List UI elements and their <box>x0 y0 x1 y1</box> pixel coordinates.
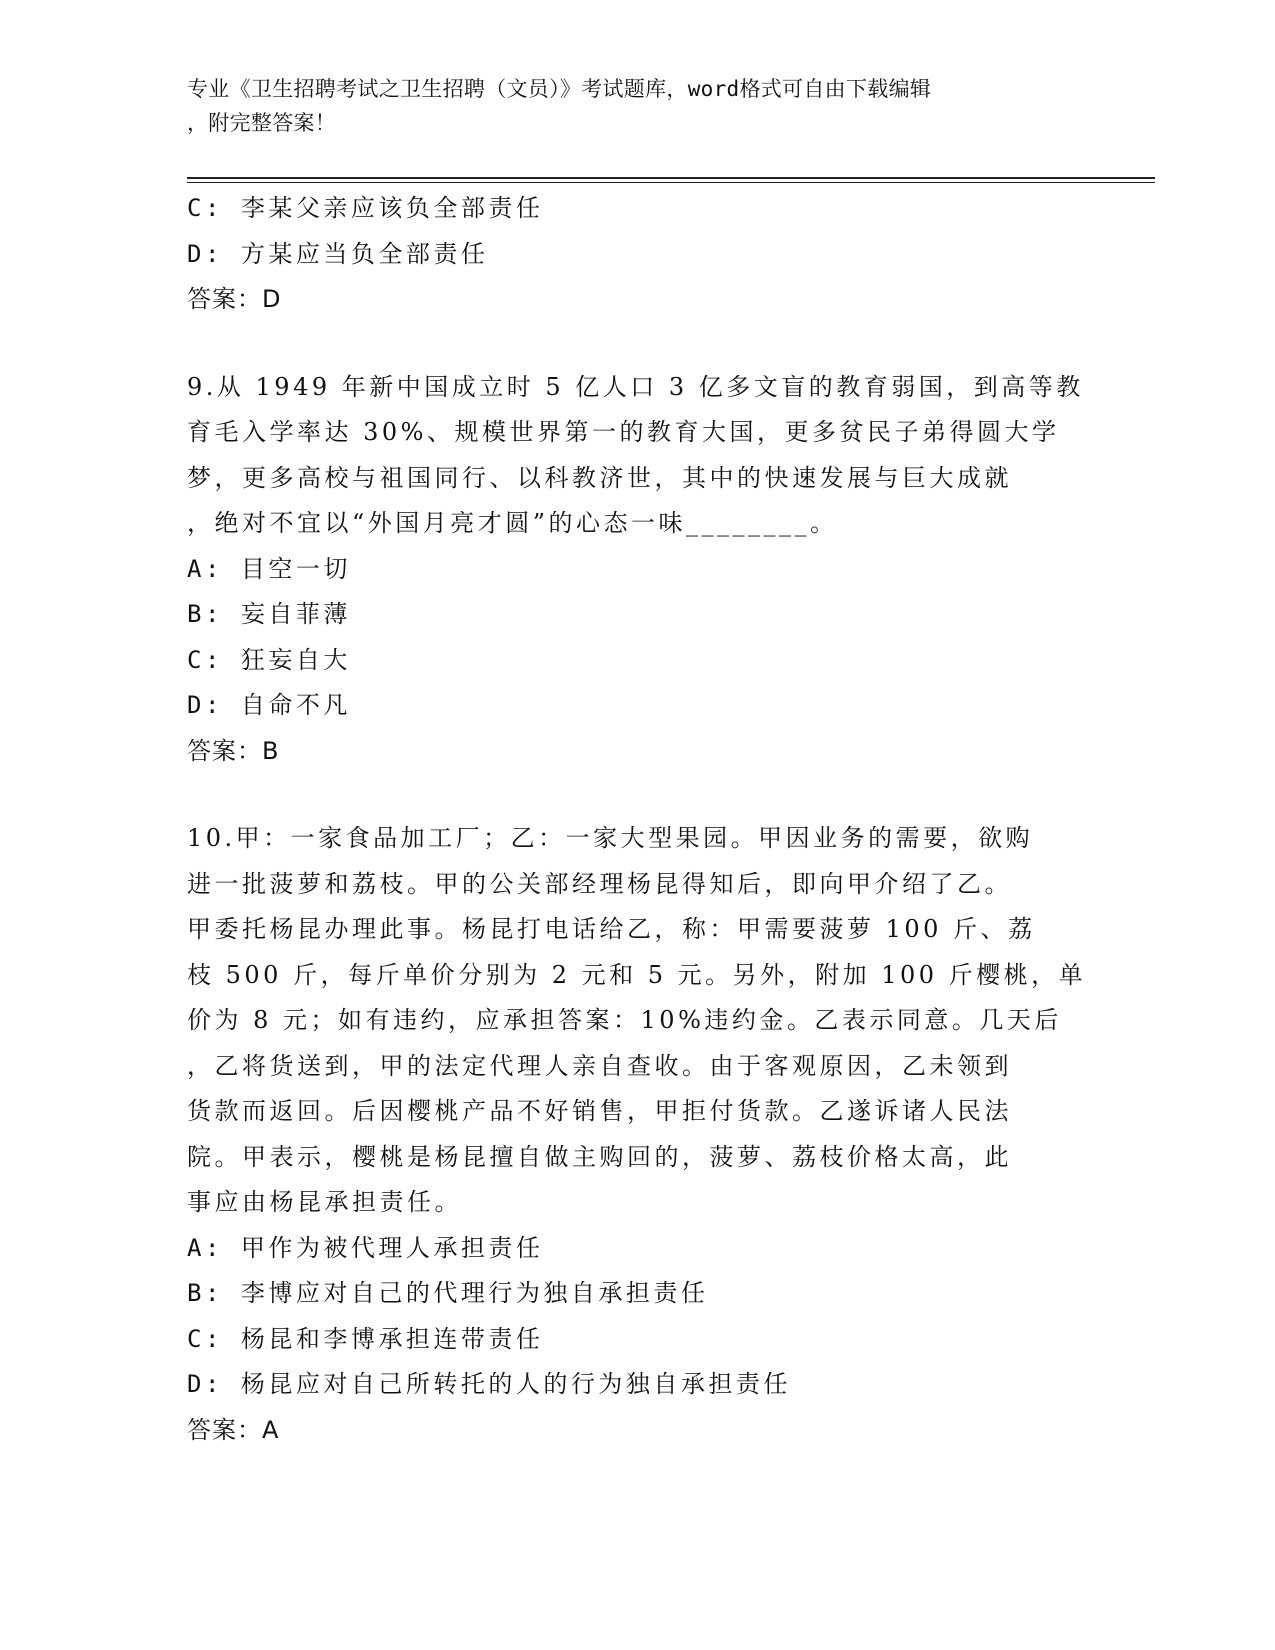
option-label: A: <box>187 1233 223 1262</box>
option-text: 目空一切 <box>240 554 351 583</box>
question-stem-line: 梦，更多高校与祖国同行、以科教济世，其中的快速发展与巨大成就 <box>187 463 1012 492</box>
document-body <box>187 186 1087 1453</box>
option-a <box>187 547 1087 593</box>
question-stem-line: 事应由杨昆承担责任。 <box>187 1188 462 1216</box>
question-stem-line: 进一批菠萝和荔枝。甲的公关部经理杨昆得知后，即向甲介绍了乙。 <box>187 869 1012 898</box>
question-stem-line: 10.甲：一家食品加工厂；乙：一家大型果园。甲因业务的需要，欲购 <box>187 824 1034 852</box>
option-d <box>187 232 1087 278</box>
header-divider <box>187 177 1155 179</box>
option-d <box>187 1362 1087 1408</box>
option-label: A: <box>187 554 223 583</box>
option-text: 李某父亲应该负全部责任 <box>240 194 544 222</box>
answer: 答案：D <box>187 285 282 313</box>
option-label: C: <box>187 1324 223 1353</box>
option-label: D: <box>187 691 223 719</box>
answer: 答案：B <box>187 736 280 765</box>
option-b <box>187 592 1087 638</box>
question-9 <box>187 365 1087 775</box>
question-stem-line: 院。甲表示，樱桃是杨昆擅自做主购回的，菠萝、荔枝价格太高，此 <box>187 1142 1012 1171</box>
option-text: 妄自菲薄 <box>240 600 351 628</box>
option-label: C: <box>187 645 223 674</box>
question-stem-line: ，乙将货送到，甲的法定代理人亲自查收。由于客观原因，乙未领到 <box>187 1051 1012 1080</box>
option-text: 自命不凡 <box>240 691 351 719</box>
option-c <box>187 1317 1087 1363</box>
header-divider-thin <box>187 182 1155 183</box>
question-stem-line: 价为 8 元；如有违约，应承担答案：10%违约金。乙表示同意。几天后 <box>187 1006 1062 1034</box>
option-d <box>187 683 1087 729</box>
option-b <box>187 1271 1087 1317</box>
question-stem-line: 枝 500 斤，每斤单价分别为 2 元和 5 元。另外，附加 100 斤樱桃，单 <box>187 960 1087 989</box>
spacer <box>187 774 1087 816</box>
question-stem-line: 甲委托杨昆办理此事。杨昆打电话给乙，称：甲需要菠萝 100 斤、荔 <box>187 915 1036 943</box>
option-text: 甲作为被代理人承担责任 <box>240 1233 544 1262</box>
prev-question <box>187 186 1087 323</box>
option-label: D: <box>187 1370 223 1398</box>
header-line-1: 专业《卫生招聘考试之卫生招聘（文员）》考试题库，word格式可自由下载编辑 <box>187 77 932 101</box>
option-label: D: <box>187 239 223 268</box>
option-text: 杨昆和李博承担连带责任 <box>240 1324 544 1353</box>
spacer <box>187 323 1087 365</box>
question-stem-line: ，绝对不宜以“外国月亮才圆”的心态一味________。 <box>187 509 838 537</box>
answer: 答案：A <box>187 1415 280 1444</box>
option-text: 杨昆应对自己所转托的人的行为独自承担责任 <box>240 1370 791 1398</box>
question-stem-line: 9.从 1949 年新中国成立时 5 亿人口 3 亿多文盲的教育弱国，到高等教 <box>187 372 1084 401</box>
question-10 <box>187 816 1087 1453</box>
question-stem-line: 育毛入学率达 30%、规模世界第一的教育大国，更多贫民子弟得圆大学 <box>187 418 1060 446</box>
option-label: B: <box>187 600 223 628</box>
option-c <box>187 638 1087 684</box>
option-label: C: <box>187 194 223 222</box>
header-line-2: ，附完整答案！ <box>187 111 337 135</box>
option-c <box>187 186 1087 232</box>
question-stem-line: 货款而返回。后因樱桃产品不好销售，甲拒付货款。乙遂诉诸人民法 <box>187 1097 1012 1125</box>
option-label: B: <box>187 1279 223 1307</box>
option-text: 李博应对自己的代理行为独自承担责任 <box>240 1279 709 1307</box>
option-a <box>187 1226 1087 1272</box>
page-header <box>187 72 1087 140</box>
option-text: 狂妄自大 <box>240 645 351 674</box>
option-text: 方某应当负全部责任 <box>240 239 489 268</box>
